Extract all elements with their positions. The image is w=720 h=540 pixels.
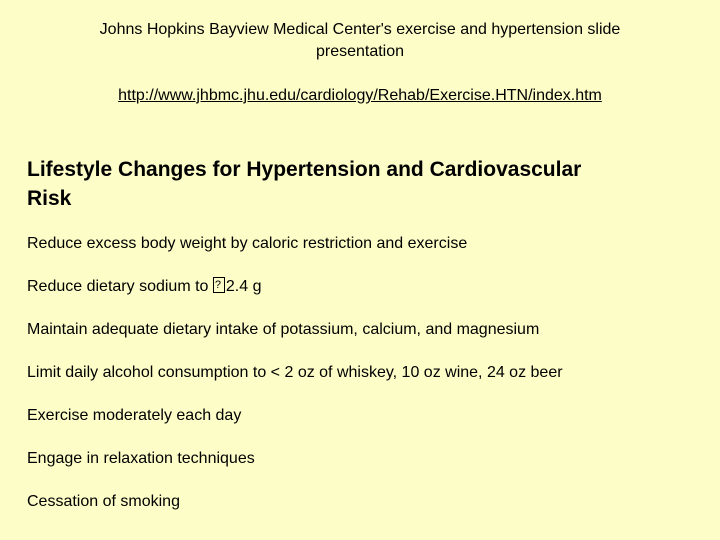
- list-item: Maintain adequate dietary intake of potassium, calcium, and magnesium: [27, 321, 540, 338]
- list-item-text: 2.4 g: [225, 278, 262, 295]
- source-url-link[interactable]: http://www.jhbmc.jhu.edu/cardiology/Rehab/Exercise.HTN/index.htm: [118, 87, 602, 104]
- list-item: Limit daily alcohol consumption to < 2 oz of whiskey, 10 oz wine, 24 oz beer: [27, 364, 563, 381]
- missing-glyph-icon: [213, 277, 225, 293]
- lifestyle-changes-list: [27, 234, 707, 535]
- slide-heading: [27, 155, 687, 213]
- list-item: [27, 277, 707, 297]
- list-item: Engage in relaxation techniques: [27, 450, 255, 467]
- presentation-title-line-1: Johns Hopkins Bayview Medical Center's exercise and hypertension slide: [99, 21, 621, 38]
- list-item: Cessation of smoking: [27, 493, 180, 510]
- slide-heading-line-2: Risk: [27, 187, 72, 210]
- presentation-title-line-2: presentation: [315, 43, 405, 60]
- list-item-text: Reduce dietary sodium to: [27, 278, 213, 295]
- slide-heading-line-1: Lifestyle Changes for Hypertension and Cardiovascular: [27, 158, 582, 181]
- list-item: Reduce excess body weight by caloric restriction and exercise: [27, 235, 468, 252]
- list-item: Exercise moderately each day: [27, 407, 242, 424]
- presentation-title: [40, 19, 680, 63]
